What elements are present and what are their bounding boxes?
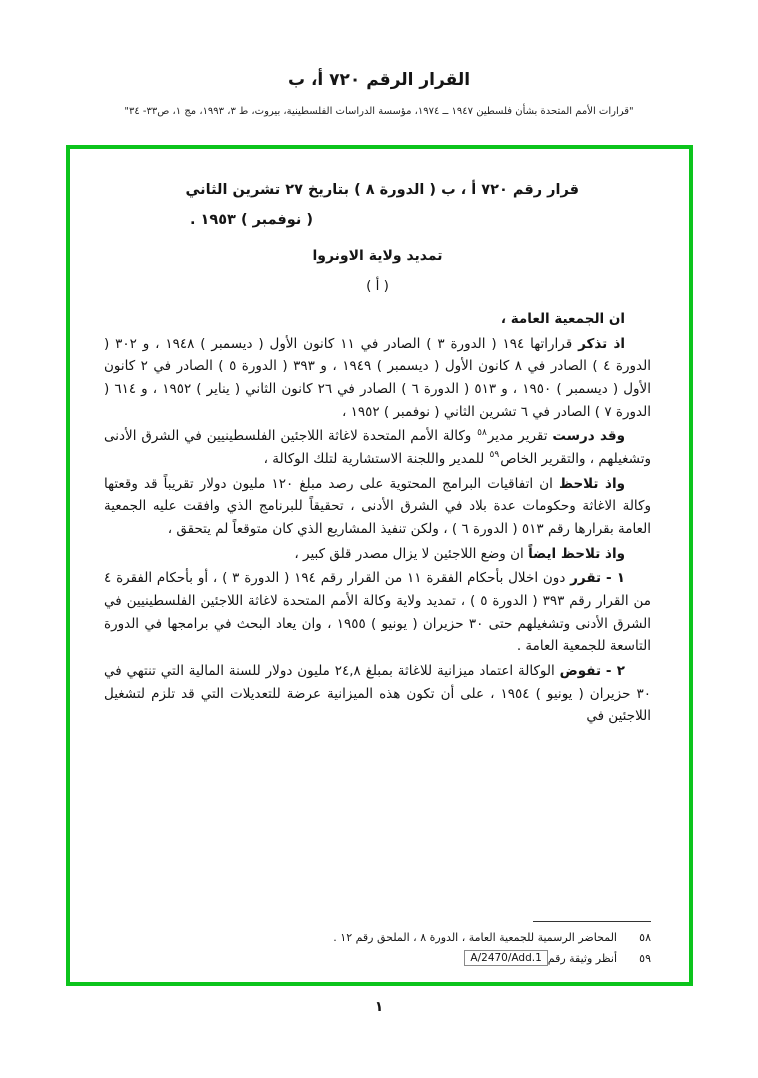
operative-paragraph-2 — [104, 660, 651, 728]
paragraph-lead: تفوض — [559, 662, 602, 679]
paragraph-noting-also — [104, 543, 651, 566]
section-marker: ( أ ) — [366, 277, 389, 294]
footnote-ref-59: ٥٩ — [489, 450, 500, 461]
paragraph-number: ٢ - — [605, 662, 626, 679]
page-title: القرار الرقم ٧٢٠ أ، ب — [287, 70, 471, 90]
footnote-separator — [533, 921, 651, 922]
footnote-number: ٥٩ — [639, 951, 651, 965]
paragraph-text: ان اتفاقيات البرامج المحتوية على رصد مبلغ ١٢٠ مليون دولار تقريباً قد وقعتها وكالة الاغاثة وحكومات عدة بلاد في الشرق الأدنى ، تحقيقاً للبرنامج الذي وافقت عليه الجمعية العامة بقرارها رقم ٥١٣ ( الدورة ٦ ) ، ولكن تنفيذ المشاريع الذي كان متوقعاً لم يتحقق ، — [104, 475, 651, 537]
resolution-subtitle: تمديد ولاية الاونروا — [312, 247, 443, 264]
paragraph-text: ان وضع اللاجئين لا يزال مصدر قلق كبير ، — [294, 545, 524, 562]
resolution-title-line2: ( نوفمبر ) ١٩٥٣ . — [189, 212, 313, 229]
citation-line: "قرارات الأمم المتحدة بشأن فلسطين ١٩٤٧ ــ ١٩٧٤، مؤسسة الدراسات الفلسطينية، بيروت، ط ٣، ١٩٩٣، مج ١، ص٣٣- ٣٤" — [124, 106, 634, 117]
footnote-59 — [104, 950, 651, 966]
resolution-title — [104, 175, 651, 236]
footnote-text: المحاضر الرسمية للجمعية العامة ، الدورة ٨ ، الملحق رقم ١٢ . — [333, 931, 617, 944]
paragraph-text: قراراتها ١٩٤ ( الدورة ٣ ) الصادر في ١١ كانون الأول ( ديسمبر ) ١٩٤٨ ، و ٣٠٢ ( الدورة ٤ ) الصادر في ٨ كانون الأول ( ديسمبر ) ١٩٤٩ ، و ٣٩٣ ( الدورة ٥ ) الصادر في ٢ كانون الأول ( ديسمبر ) ١٩٥٠ ، و ٥١٣ ( الدورة ٦ ) الصادر في ٢٦ كانون الثاني ( يناير ) ١٩٥٢ ، و ٦١٤ ( الدورة ٧ ) الصادر في ٦ تشرين الثاني ( نوفمبر ) ١٩٥٢ ، — [104, 335, 651, 420]
paragraph-having-examined — [104, 425, 651, 470]
footnotes-section — [104, 921, 651, 966]
paragraph-recalling — [104, 333, 651, 424]
paragraph-text: الوكالة اعتماد ميزانية للاغاثة بمبلغ ٢٤,٨ مليون دولار للسنة المالية التي تنتهي في ٣٠ حزيران ( يونيو ) ١٩٥٤ ، على أن تكون هذه الميزانية عرضة للتعديلات التي قد تلزم لتشغيل اللاجئين في — [104, 662, 652, 725]
paragraph-text: وكالة الأمم المتحدة لاغاثة اللاجئين الفلسطينيين في الشرق الأدنى وتشغيلهم ، والتقرير الخاص — [104, 428, 651, 467]
footnote-number: ٥٨ — [639, 931, 651, 944]
resolution-title-line1: قرار رقم ٧٢٠ أ ، ب ( الدورة ٨ ) بتاريخ ٢٧ تشرين الثاني — [185, 182, 579, 198]
footnote-text: أنظر وثيقة رقم — [547, 951, 617, 965]
paragraph-lead: واذ تلاحظ ايضاً — [528, 545, 625, 562]
paragraph-lead: وقد درست — [552, 428, 626, 445]
operative-paragraph-1 — [104, 567, 651, 658]
document-frame — [66, 145, 693, 986]
page-number: ١ — [374, 999, 384, 1015]
paragraph-text: للمدير واللجنة الاستشارية لتلك الوكالة ، — [263, 450, 485, 467]
paragraph-lead: اذ تذكر — [578, 335, 626, 352]
paragraph-number: ١ - — [605, 570, 626, 587]
resolution-body — [104, 308, 651, 728]
footnote-58 — [104, 931, 651, 944]
paragraph-lead: واذ تلاحظ — [559, 475, 625, 492]
document-reference: A/2470/Add.1 — [464, 950, 547, 966]
paragraph-lead: تقرر — [570, 570, 602, 587]
footnote-ref-58: ٥٨ — [477, 427, 487, 438]
page-header — [0, 70, 758, 117]
paragraph-text: دون اخلال بأحكام الفقرة ١١ من القرار رقم ١٩٤ ( الدورة ٣ ) ، أو بأحكام الفقرة ٤ من القرار رقم ٣٩٣ ( الدورة ٥ ) ، تمديد ولاية وكالة الأمم المتحدة لاغاثة اللاجئين الفلسطينيين في الشرق الأدنى وتشغيلهم حتى ٣٠ حزيران ( يونيو ) ١٩٥٥ ، وان يعاد البحث في برامجها في الدورة التاسعة للجمعية العامة . — [104, 570, 651, 655]
paragraph-noting — [104, 473, 651, 541]
preamble: ان الجمعية العامة ، — [500, 310, 625, 327]
paragraph-text: تقرير مدير — [487, 428, 548, 445]
